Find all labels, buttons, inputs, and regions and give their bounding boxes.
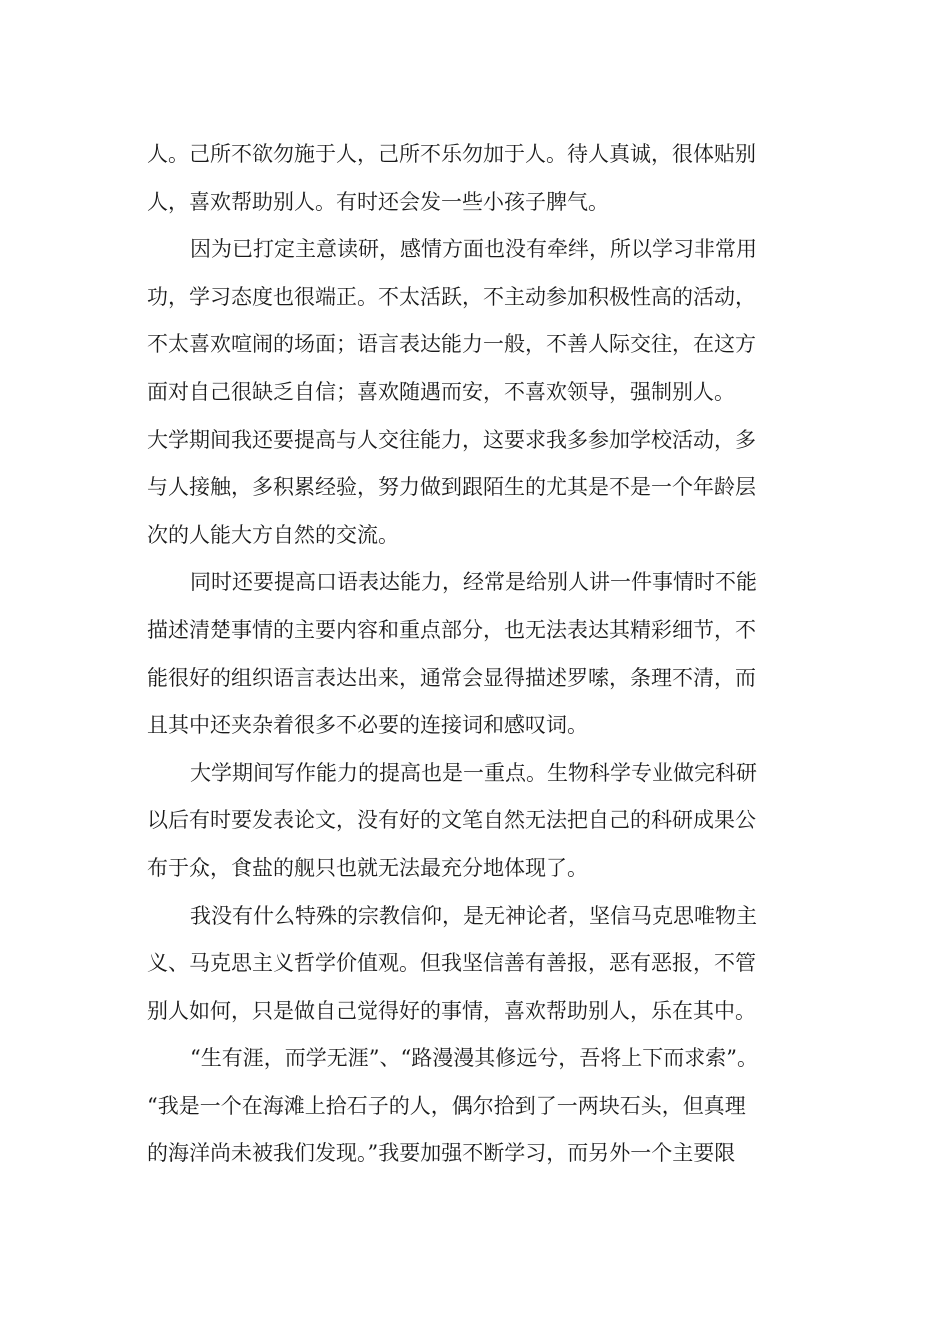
text-line: 次的人能大方自然的交流。 [147,522,399,547]
paragraph-2 [147,226,807,416]
body-text [147,131,807,1178]
text-line: 布于众，食盐的舰只也就无法最充分地体现了。 [147,855,588,880]
text-line: 以后有时要发表论文，没有好的文笔自然无法把自己的科研成果公 [147,808,756,833]
text-line: 同时还要提高口语表达能力，经常是给别人讲一件事情时不能 [190,570,757,595]
text-line: 面对自己很缺乏自信；喜欢随遇而安，不喜欢领导，强制别人。 [147,379,735,404]
text-line: 的海洋尚未被我们发现。”我要加强不断学习，而另外一个主要限 [147,1141,736,1166]
text-line: “我是一个在海滩上拾石子的人，偶尔拾到了一两块石头，但真理 [147,1093,746,1118]
text-line: 别人如何，只是做自己觉得好的事情，喜欢帮助别人，乐在其中。 [147,998,756,1023]
paragraph-5 [147,750,807,893]
text-line: 与人接触，多积累经验，努力做到跟陌生的尤其是不是一个年龄层 [147,475,756,500]
text-line: 人。己所不欲勿施于人，己所不乐勿加于人。待人真诚，很体贴别 [147,142,756,166]
paragraph-7 [147,1035,807,1178]
text-line: “生有涯，而学无涯”、“路漫漫其修远兮，吾将上下而求索”。 [190,1046,758,1071]
text-line: 我没有什么特殊的宗教信仰，是无神论者，坚信马克思唯物主 [190,903,757,928]
text-line: 因为已打定主意读研，感情方面也没有牵绊，所以学习非常用 [190,237,757,262]
paragraph-6 [147,893,807,1036]
text-line: 人，喜欢帮助别人。有时还会发一些小孩子脾气。 [147,189,609,214]
text-line: 描述清楚事情的主要内容和重点部分，也无法表达其精彩细节，不 [147,617,756,642]
text-line: 且其中还夹杂着很多不必要的连接词和感叹词。 [147,713,588,738]
text-line: 功，学习态度也很端正。不太活跃，不主动参加积极性高的活动， [147,284,756,309]
paragraph-1 [147,131,807,226]
text-line: 义、马克思主义哲学价值观。但我坚信善有善报，恶有恶报，不管 [147,951,756,976]
paragraph-3 [147,417,807,560]
text-line: 大学期间我还要提高与人交往能力，这要求我多参加学校活动，多 [147,427,756,452]
text-line: 大学期间写作能力的提高也是一重点。生物科学专业做完科研 [190,760,757,785]
text-line: 能很好的组织语言表达出来，通常会显得描述罗嗦，条理不清，而 [147,665,756,690]
text-line: 不太喜欢喧闹的场面；语言表达能力一般，不善人际交往，在这方 [147,332,756,357]
paragraph-4 [147,559,807,749]
